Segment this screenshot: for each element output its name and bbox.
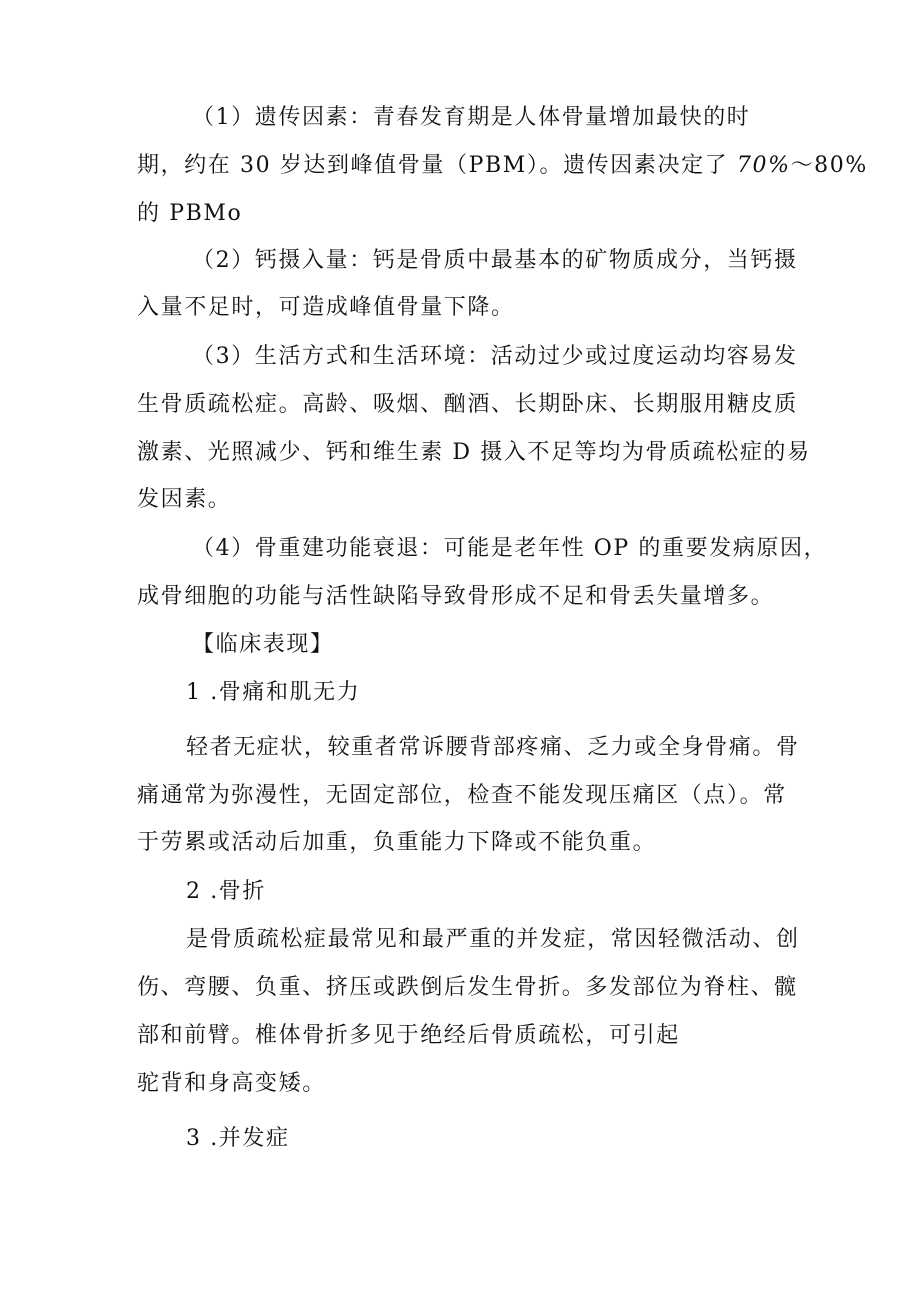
para2-line2: 入量不足时，可造成峰值骨量下降。 — [137, 295, 515, 320]
para3-line2: 生骨质疏松症。高龄、吸烟、酗酒、长期卧床、长期服用糖皮质 — [137, 392, 798, 417]
para1-line2-percent-b: ～80% — [790, 153, 868, 178]
para3-line3: 激素、光照减少、钙和维生素 D 摄入不足等均为骨质疏松症的易 — [137, 440, 811, 465]
item1-heading: 1 .骨痛和肌无力 — [186, 680, 361, 705]
para1-line2-percent-a: 70% — [736, 153, 791, 178]
item3-heading: 3 .并发症 — [186, 1126, 290, 1151]
para1-line3: 的 PBMo — [137, 201, 243, 226]
section-heading: 【临床表现】 — [192, 632, 334, 657]
para1-line1: （1）遗传因素：青春发育期是人体骨量增加最快的时 — [192, 105, 751, 130]
item2-line4: 驼背和身高变矮。 — [137, 1071, 326, 1096]
para1-line2 — [137, 151, 868, 181]
item2-heading: 2 .骨折 — [186, 879, 266, 904]
para2-line1: （2）钙摄入量：钙是骨质中最基本的矿物质成分，当钙摄 — [192, 248, 798, 273]
para4-line1: （4）骨重建功能衰退：可能是老年性 OP 的重要发病原因， — [192, 536, 828, 561]
item2-line2: 伤、弯腰、负重、挤压或跌倒后发生骨折。多发部位为脊柱、髋 — [137, 975, 798, 1000]
para1-line2-text: 期，约在 30 岁达到峰值骨量（PBM）。遗传因素决定了 — [137, 153, 737, 178]
para3-line1: （3）生活方式和生活环境：活动过少或过度运动均容易发 — [192, 344, 798, 369]
para4-line2: 成骨细胞的功能与活性缺陷导致骨形成不足和骨丢失量增多。 — [137, 584, 775, 609]
item1-line2: 痛通常为弥漫性，无固定部位，检查不能发现压痛区（点）。常 — [137, 783, 787, 808]
item2-line1: 是骨质疏松症最常见和最严重的并发症，常因轻微活动、创 — [186, 927, 800, 952]
item1-line3: 于劳累或活动后加重，负重能力下降或不能负重。 — [137, 830, 657, 855]
item2-line3: 部和前臂。椎体骨折多见于绝经后骨质疏松，可引起 — [137, 1023, 680, 1048]
para3-line4: 发因素。 — [137, 487, 232, 512]
item1-line1: 轻者无症状，较重者常诉腰背部疼痛、乏力或全身骨痛。骨 — [186, 735, 800, 760]
